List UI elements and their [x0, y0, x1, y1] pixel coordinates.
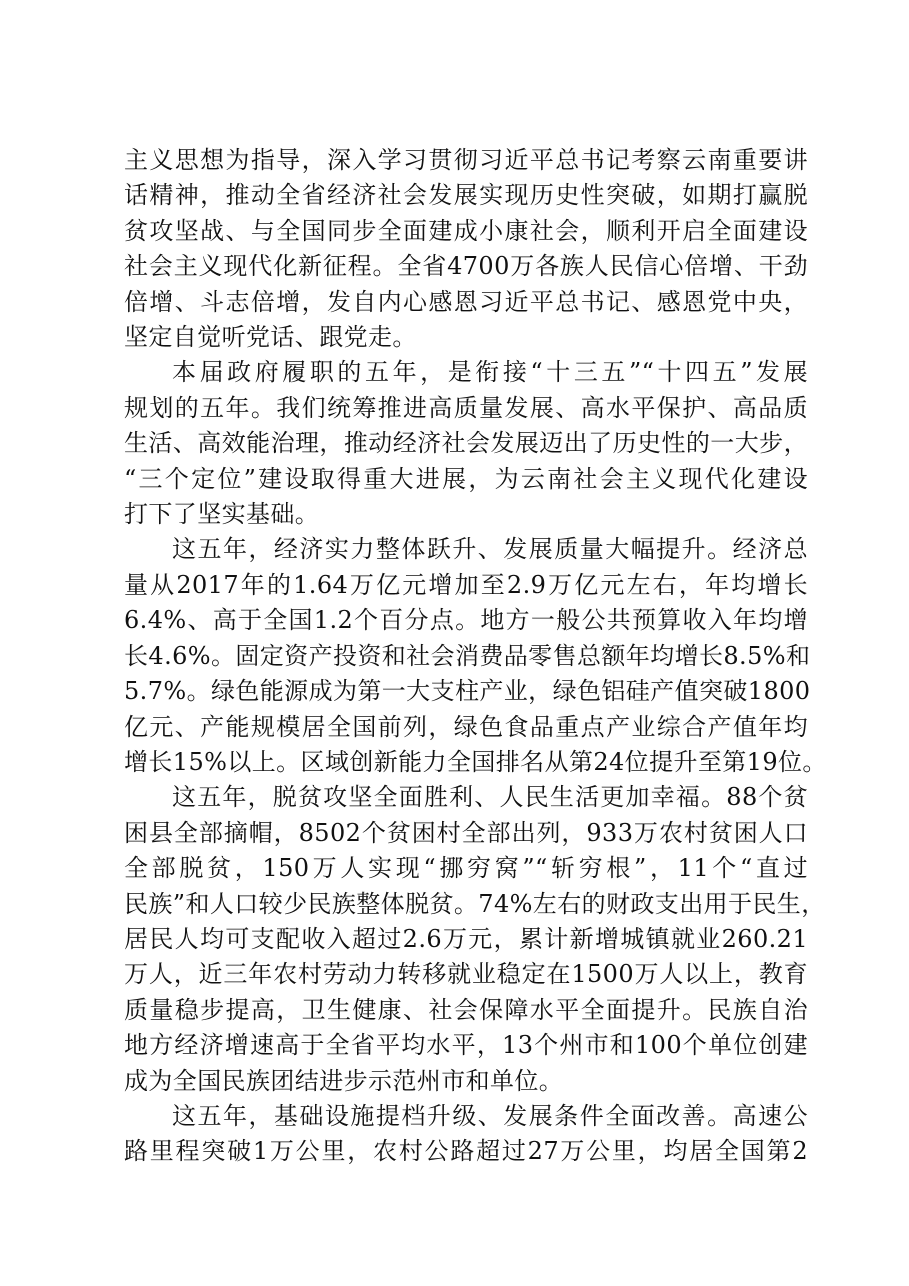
text-line: 长4.6%。固定资产投资和社会消费品零售总额年均增长8.5%和: [124, 641, 811, 670]
text-line: 成为全国民族团结进步示范州市和单位。: [124, 1066, 564, 1095]
text-line: 主义思想为指导，深入学习贯彻习近平总书记考察云南重要讲: [124, 146, 808, 174]
text-line: 本届政府履职的五年，是衔接“十三五”“十四五”发展: [172, 358, 808, 387]
text-line: 万人，近三年农村劳动力转移就业稳定在1500万人以上，教育: [124, 960, 808, 989]
text-line: 量从2017年的1.64万亿元增加至2.9万亿元左右，年均增长: [124, 570, 808, 599]
paragraph: [124, 780, 826, 1099]
text-line: 困县全部摘帽，8502个贫困村全部出列，933万农村贫困人口: [124, 818, 808, 847]
text-line: 规划的五年。我们统筹推进高质量发展、高水平保护、高品质: [124, 393, 808, 422]
text-line: 全部脱贫，150万人实现“挪穷窝”“斩穷根”，11个“直过: [124, 854, 808, 883]
text-line: “三个定位”建设取得重大进展，为云南社会主义现代化建设: [124, 464, 808, 493]
paragraph: [124, 1099, 808, 1170]
text-line: 贫攻坚战、与全国同步全面建成小康社会，顺利开启全面建设: [124, 216, 808, 245]
document-body: [124, 143, 827, 1170]
text-line: 5.7%。绿色能源成为第一大支柱产业，绿色铝硅产值突破1800: [124, 677, 811, 706]
paragraph: [124, 532, 827, 780]
text-line: 地方经济增速高于全省平均水平，13个州市和100个单位创建: [124, 1031, 808, 1060]
paragraph: [124, 355, 808, 532]
text-line: 话精神，推动全省经济社会发展实现历史性突破，如期打赢脱: [124, 181, 808, 210]
text-line: 打下了坚实基础。: [124, 500, 320, 529]
text-line: 坚定自觉听党话、跟党走。: [124, 323, 417, 352]
text-line: 倍增、斗志倍增，发自内心感恩习近平总书记、感恩党中央，: [124, 287, 808, 316]
text-line: 这五年，经济实力整体跃升、发展质量大幅提升。经济总: [172, 535, 808, 564]
text-line: 居民人均可支配收入超过2.6万元，累计新增城镇就业260.21: [124, 924, 808, 953]
text-line: 民族”和人口较少民族整体脱贫。74%左右的财政支出用于民生，: [124, 889, 826, 918]
paragraph: [124, 143, 808, 355]
text-line: 增长15%以上。区域创新能力全国排名从第24位提升至第19位。: [124, 747, 827, 776]
text-line: 社会主义现代化新征程。全省4700万各族人民信心倍增、干劲: [124, 252, 808, 281]
text-line: 质量稳步提高，卫生健康、社会保障水平全面提升。民族自治: [124, 995, 808, 1024]
text-line: 生活、高效能治理，推动经济社会发展迈出了历史性的一大步，: [124, 429, 808, 458]
text-line: 这五年，基础设施提档升级、发展条件全面改善。高速公: [172, 1101, 808, 1130]
text-line: 路里程突破1万公里，农村公路超过27万公里，均居全国第2: [124, 1137, 808, 1166]
text-line: 亿元、产能规模居全国前列，绿色食品重点产业综合产值年均: [124, 712, 808, 741]
text-line: 6.4%、高于全国1.2个百分点。地方一般公共预算收入年均增: [124, 606, 808, 635]
text-line: 这五年，脱贫攻坚全面胜利、人民生活更加幸福。88个贫: [172, 783, 808, 812]
